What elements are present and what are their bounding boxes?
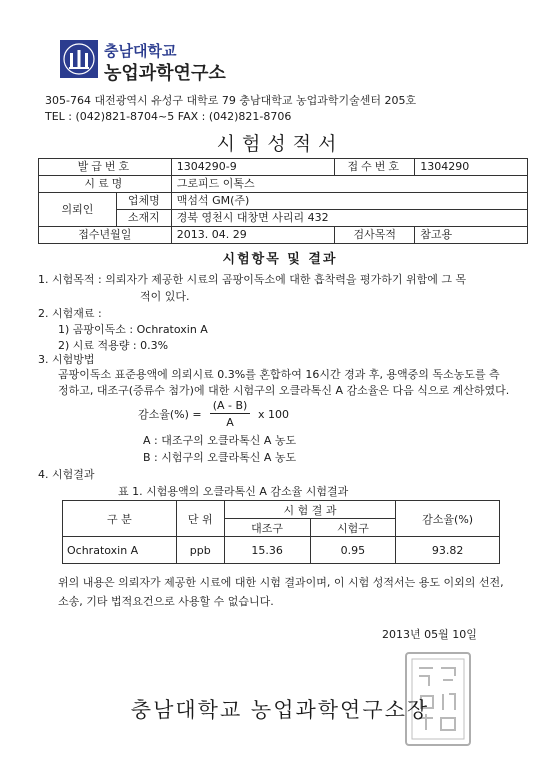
- received-date: 2013. 04. 29: [171, 227, 335, 244]
- sample-label: 시료명: [39, 176, 172, 193]
- formula-lhs: 감소율(%) =: [138, 408, 202, 421]
- phone-fax: TEL : (042)821-8704~5 FAX : (042)821-8706: [45, 110, 292, 123]
- issue-date: 2013년 05월 10일: [382, 628, 477, 641]
- institution-name: 충남대학교: [104, 42, 177, 60]
- col-reduction-header: 감소율(%): [396, 501, 500, 537]
- col-result-header: 시 험 결 과: [224, 501, 396, 519]
- footer-institution: 충남대학교 농업과학연구소장: [130, 698, 430, 722]
- receipt-no-label: 접수번호: [335, 159, 415, 176]
- definition-b: B : 시험구의 오클라톡신 A 농도: [143, 451, 297, 464]
- company-name: 맥섬석 GM(주): [171, 193, 527, 210]
- results-table: [62, 500, 500, 564]
- col-item-header: 구 분: [63, 501, 177, 537]
- row-item: Ochratoxin A: [63, 537, 177, 564]
- document-title: 시험성적서: [216, 133, 344, 155]
- purpose: 참고용: [415, 227, 528, 244]
- formula-numerator: (A - B): [210, 399, 250, 414]
- client-label: 의뢰인: [39, 193, 117, 227]
- location: 경북 영천시 대창면 사리리 432: [171, 210, 527, 227]
- issue-no: 1304290-9: [171, 159, 335, 176]
- note-line2: 소송, 기타 법적요건으로 사용할 수 없습니다.: [58, 595, 274, 608]
- info-table: [38, 158, 528, 244]
- receipt-no: 1304290: [415, 159, 528, 176]
- sec1-heading: 1. 시험목적 : 의뢰자가 제공한 시료의 곰팡이독소에 대한 흡착력을 평가하기 위함에 그 목: [38, 273, 467, 286]
- row-unit: ppb: [176, 537, 224, 564]
- sec2-heading: 2. 시험재료 :: [38, 307, 102, 320]
- purpose-label: 검사목적: [335, 227, 415, 244]
- address: 305-764 대전광역시 유성구 대학로 79 충남대학교 농업과학기술센터 205호: [45, 94, 417, 107]
- row-control: 15.36: [224, 537, 310, 564]
- sec3-line1: 곰팡이독소 표준용액에 의뢰시료 0.3%를 혼합하여 16시간 경과 후, 용액중의 독소농도를 측: [58, 368, 500, 381]
- company-label: 업체명: [116, 193, 171, 210]
- row-test: 0.95: [310, 537, 396, 564]
- section-title: 시험항목 및 결과: [222, 252, 338, 267]
- institution-department: 농업과학연구소: [104, 63, 226, 84]
- formula-denominator: A: [226, 416, 234, 429]
- note-line1: 위의 내용은 의뢰자가 제공한 시료에 대한 시험 결과이며, 이 시험 성적서는 용도 이외의 선전,: [58, 576, 504, 589]
- col-test-header: 시험구: [310, 519, 396, 537]
- col-control-header: 대조구: [224, 519, 310, 537]
- sec2-item1: 1) 곰팡이독소 : Ochratoxin A: [58, 323, 208, 336]
- formula-rhs: x 100: [258, 408, 290, 421]
- location-label: 소재지: [116, 210, 171, 227]
- definition-a: A : 대조구의 오클라톡신 A 농도: [143, 434, 297, 447]
- sec1-continuation: 적이 있다.: [140, 290, 190, 303]
- sample-name: 그로피드 이톡스: [171, 176, 527, 193]
- row-reduction: 93.82: [396, 537, 500, 564]
- sec3-heading: 3. 시험방법: [38, 353, 95, 366]
- table-row: [63, 537, 500, 564]
- sec2-item2: 2) 시료 적용량 : 0.3%: [58, 339, 169, 352]
- received-date-label: 접수년월일: [39, 227, 172, 244]
- university-emblem-icon: [60, 40, 98, 78]
- table-caption: 표 1. 시험용액의 오클라톡신 A 감소율 시험결과: [118, 485, 349, 498]
- formula-fraction: [210, 399, 250, 429]
- issue-no-label: 발급번호: [39, 159, 172, 176]
- sec4-heading: 4. 시험결과: [38, 468, 95, 481]
- col-unit-header: 단 위: [176, 501, 224, 537]
- sec3-line2: 정하고, 대조구(증류수 첨가)에 대한 시험구의 오클라톡신 A 감소율은 다음 식으로 계산하였다.: [58, 384, 510, 397]
